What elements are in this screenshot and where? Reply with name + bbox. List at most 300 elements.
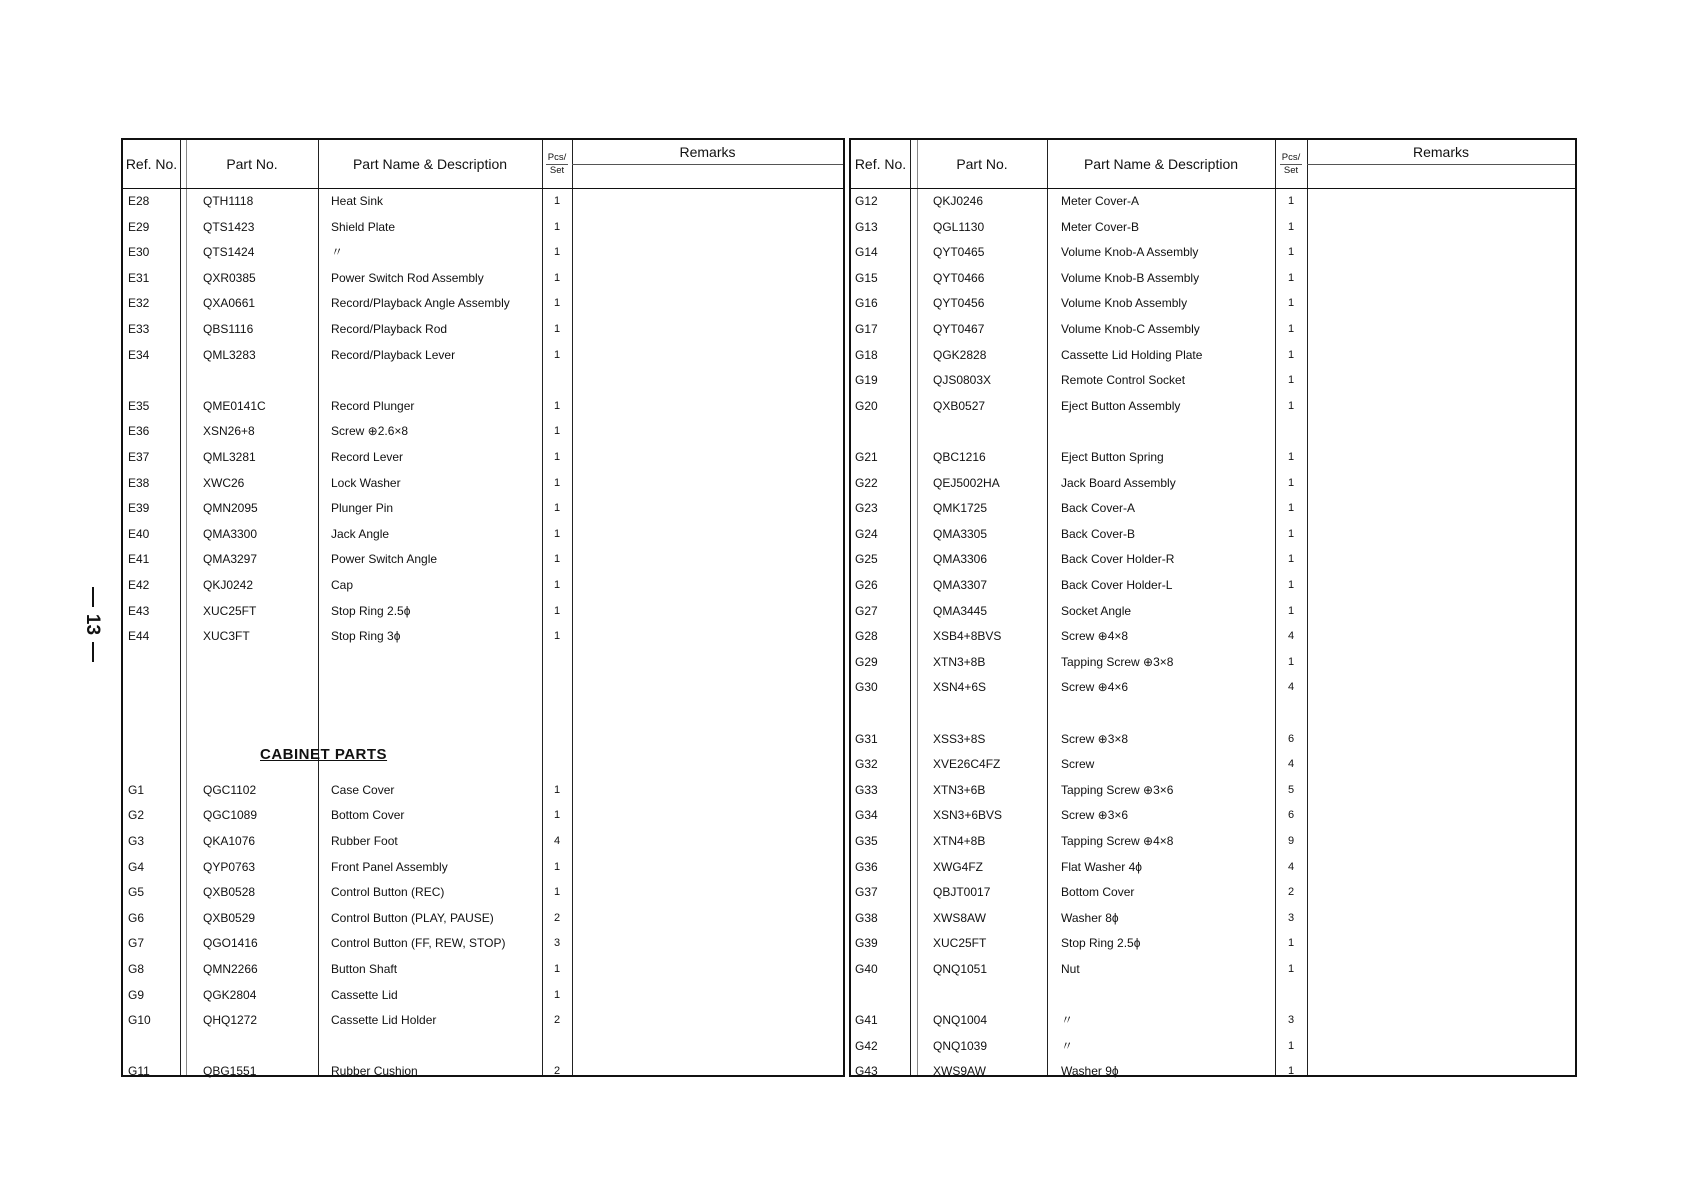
- part-no-cell: QBJT0017: [933, 885, 991, 900]
- part-name-cell: Bottom Cover: [1061, 885, 1135, 900]
- part-no-cell: QKJ0246: [933, 194, 984, 208]
- pcs-cell: 1: [553, 297, 561, 310]
- header-remarks: Remarks: [679, 144, 736, 160]
- part-no-cell: QBS1116: [203, 322, 254, 336]
- pcs-cell: 1: [553, 579, 561, 591]
- part-name-cell: Socket Angle: [1061, 603, 1132, 618]
- ref-no-cell: G32: [855, 757, 878, 772]
- ref-no-cell: E32: [128, 296, 150, 311]
- part-name-cell: Tapping Screw ⊕3×6: [1061, 782, 1174, 797]
- table-row: [123, 907, 843, 929]
- ref-no-cell: E41: [128, 552, 150, 567]
- pcs-cell: 1: [1287, 553, 1295, 566]
- ref-no-cell: E39: [128, 501, 150, 516]
- pcs-cell: 1: [553, 425, 561, 438]
- table-row: [851, 497, 1575, 519]
- table-row: [851, 779, 1575, 801]
- part-name-cell: 〃: [1061, 1013, 1074, 1028]
- part-name-cell: Volume Knob Assembly: [1061, 296, 1188, 311]
- pcs-cell: 4: [1287, 758, 1295, 771]
- table-row: [123, 216, 843, 238]
- table-row: [851, 292, 1575, 314]
- part-name-cell: Washer 9ϕ: [1061, 1064, 1119, 1079]
- part-no-cell: QMA3297: [203, 552, 258, 567]
- pcs-cell: 1: [553, 348, 561, 361]
- part-no-cell: QMN2266: [203, 962, 258, 976]
- parts-table-right: [849, 138, 1577, 1077]
- pcs-cell: 3: [1287, 1014, 1295, 1027]
- part-name-cell: Back Cover-B: [1061, 526, 1136, 541]
- pcs-cell: 1: [553, 553, 561, 566]
- ref-no-cell: E38: [128, 475, 150, 490]
- part-name-cell: Flat Washer 4ϕ: [1061, 859, 1142, 874]
- parts-table-left: [121, 138, 845, 1077]
- part-no-cell: XTN4+8B: [933, 834, 986, 848]
- header-rule: [123, 188, 843, 189]
- pcs-cell: 1: [1287, 1039, 1295, 1052]
- part-no-cell: QMA3300: [203, 526, 258, 541]
- pcs-cell: 1: [553, 399, 561, 412]
- part-no-cell: QBG1551: [203, 1064, 257, 1079]
- ref-no-cell: G13: [855, 219, 878, 234]
- part-no-cell: QGC1102: [203, 782, 257, 797]
- part-name-cell: Lock Washer: [331, 475, 401, 490]
- page-number: [78, 584, 108, 664]
- pcs-cell: 1: [553, 476, 561, 489]
- table-row: [123, 958, 843, 980]
- part-no-cell: QGL1130: [933, 219, 985, 234]
- pcs-cell: 4: [1287, 860, 1295, 873]
- ref-no-cell: G27: [855, 603, 878, 618]
- table-row: [123, 420, 843, 442]
- header-pcs-set: [1275, 144, 1307, 184]
- part-name-cell: Cassette Lid Holder: [331, 1013, 437, 1028]
- pcs-cell: 4: [1287, 630, 1295, 643]
- table-row: [123, 779, 843, 801]
- part-name-cell: Tapping Screw ⊕3×8: [1061, 654, 1174, 669]
- ref-no-cell: E36: [128, 424, 150, 439]
- header-set: Set: [1283, 164, 1299, 176]
- ref-no-cell: G12: [855, 194, 878, 208]
- part-no-cell: QGK2804: [203, 987, 257, 1002]
- table-row: [851, 574, 1575, 596]
- part-name-cell: Record Lever: [331, 450, 404, 464]
- pcs-cell: 1: [1287, 374, 1295, 387]
- table-row: [123, 1009, 843, 1031]
- table-row: [851, 804, 1575, 826]
- pcs-cell: 5: [1287, 783, 1295, 796]
- table-row: [123, 292, 843, 314]
- ref-no-cell: G8: [128, 962, 145, 976]
- ref-no-cell: G33: [855, 782, 878, 797]
- ref-no-cell: G19: [855, 373, 878, 388]
- table-row: [851, 881, 1575, 903]
- part-no-cell: XTN3+6B: [933, 782, 986, 797]
- ref-no-cell: G25: [855, 552, 878, 567]
- part-no-cell: QHQ1272: [203, 1013, 258, 1028]
- part-no-cell: QTH1118: [203, 194, 254, 208]
- table-row: [851, 932, 1575, 954]
- table-row: [851, 625, 1575, 647]
- part-no-cell: QKJ0242: [203, 578, 254, 592]
- part-no-cell: XSN26+8: [203, 424, 255, 439]
- page-number-text: 13: [82, 613, 104, 635]
- table-row: [851, 753, 1575, 775]
- part-name-cell: Stop Ring 2.5ϕ: [331, 603, 411, 618]
- table-row: [851, 472, 1575, 494]
- table-row: [851, 344, 1575, 366]
- pcs-cell: 1: [553, 220, 561, 233]
- page-number-dash-top: [92, 587, 94, 607]
- ref-no-cell: G9: [128, 987, 145, 1002]
- part-name-cell: Case Cover: [331, 782, 395, 797]
- ref-no-cell: G14: [855, 245, 878, 260]
- pcs-cell: 1: [1287, 655, 1295, 668]
- part-name-cell: Volume Knob-A Assembly: [1061, 245, 1199, 260]
- pcs-cell: 1: [1287, 527, 1295, 540]
- part-no-cell: QNQ1004: [933, 1013, 988, 1028]
- part-no-cell: QEJ5002HA: [933, 475, 1000, 490]
- table-row: [123, 881, 843, 903]
- header-pcs: Pcs/: [1281, 151, 1301, 163]
- table-row: [123, 267, 843, 289]
- part-name-cell: Cassette Lid Holding Plate: [1061, 347, 1203, 362]
- table-row: [123, 548, 843, 570]
- ref-no-cell: G15: [855, 270, 878, 285]
- pcs-cell: 1: [553, 502, 561, 515]
- pcs-cell: 1: [1287, 937, 1295, 950]
- part-name-cell: Remote Control Socket: [1061, 373, 1186, 388]
- ref-no-cell: G40: [855, 962, 878, 976]
- table-row: [123, 344, 843, 366]
- ref-no-cell: E40: [128, 526, 150, 541]
- ref-no-cell: E31: [128, 270, 150, 285]
- pcs-cell: 1: [553, 195, 561, 207]
- part-name-cell: Eject Button Assembly: [1061, 398, 1181, 413]
- pcs-cell: 3: [553, 937, 561, 950]
- table-row: [123, 804, 843, 826]
- pcs-cell: 1: [553, 783, 561, 796]
- part-no-cell: QBC1216: [933, 450, 986, 464]
- header-pcs: Pcs/: [547, 151, 567, 163]
- pcs-cell: 1: [553, 271, 561, 284]
- pcs-cell: 1: [1287, 399, 1295, 412]
- part-no-cell: QXB0527: [933, 398, 986, 413]
- ref-no-cell: G28: [855, 629, 878, 644]
- part-no-cell: XWS9AW: [933, 1064, 986, 1079]
- ref-no-cell: G23: [855, 501, 878, 516]
- pcs-cell: 1: [553, 860, 561, 873]
- part-name-cell: Tapping Screw ⊕4×8: [1061, 834, 1174, 848]
- part-name-cell: Record/Playback Rod: [331, 322, 448, 336]
- part-no-cell: QGO1416: [203, 936, 258, 951]
- table-row: [851, 216, 1575, 238]
- part-name-cell: Front Panel Assembly: [331, 859, 448, 874]
- ref-no-cell: E43: [128, 603, 150, 618]
- table-row: [851, 728, 1575, 750]
- table-row: [851, 676, 1575, 698]
- pcs-cell: 1: [1287, 502, 1295, 515]
- ref-no-cell: G38: [855, 910, 878, 925]
- ref-no-cell: G42: [855, 1038, 878, 1053]
- part-name-cell: Washer 8ϕ: [1061, 910, 1119, 925]
- table-row: [123, 472, 843, 494]
- ref-no-cell: G5: [128, 885, 145, 900]
- header-rule: [851, 188, 1575, 189]
- part-name-cell: Plunger Pin: [331, 501, 394, 516]
- table-row: [851, 958, 1575, 980]
- header-part-no: Part No.: [956, 156, 1008, 172]
- part-no-cell: QMK1725: [933, 501, 988, 516]
- part-no-cell: QXB0528: [203, 885, 256, 900]
- pcs-cell: 2: [553, 1065, 561, 1078]
- part-no-cell: QGK2828: [933, 347, 987, 362]
- part-no-cell: QXB0529: [203, 910, 256, 925]
- pcs-cell: 1: [1287, 451, 1295, 463]
- part-no-cell: XSN3+6BVS: [933, 808, 1003, 823]
- part-no-cell: XSS3+8S: [933, 731, 986, 746]
- table-row: [123, 856, 843, 878]
- part-no-cell: XUC3FT: [203, 629, 250, 644]
- pcs-cell: 1: [553, 809, 561, 822]
- ref-no-cell: G26: [855, 578, 878, 592]
- ref-no-cell: E44: [128, 629, 150, 644]
- table-row: [123, 574, 843, 596]
- table-row: [123, 395, 843, 417]
- ref-no-cell: G39: [855, 936, 878, 951]
- table-row: [851, 241, 1575, 263]
- part-no-cell: XWC26: [203, 475, 245, 490]
- header-set: Set: [549, 164, 565, 176]
- part-no-cell: QML3281: [203, 450, 256, 464]
- part-name-cell: Meter Cover-B: [1061, 219, 1140, 234]
- table-row: [851, 1035, 1575, 1057]
- pcs-cell: 1: [553, 323, 561, 335]
- ref-no-cell: G37: [855, 885, 878, 900]
- table-row: [123, 190, 843, 212]
- pcs-cell: 1: [1287, 220, 1295, 233]
- table-row: [851, 548, 1575, 570]
- part-name-cell: Record/Playback Angle Assembly: [331, 296, 510, 311]
- part-no-cell: QXR0385: [203, 270, 256, 285]
- part-name-cell: 〃: [331, 245, 344, 260]
- part-name-cell: Screw ⊕3×8: [1061, 731, 1129, 746]
- part-no-cell: QMA3307: [933, 578, 988, 592]
- part-name-cell: Heat Sink: [331, 194, 384, 208]
- ref-no-cell: E30: [128, 245, 150, 260]
- pcs-cell: 1: [553, 604, 561, 617]
- part-no-cell: QXA0661: [203, 296, 256, 311]
- part-no-cell: QMA3305: [933, 526, 988, 541]
- part-name-cell: Stop Ring 3ϕ: [331, 629, 401, 644]
- part-name-cell: Screw ⊕3×6: [1061, 808, 1129, 823]
- ref-no-cell: G3: [128, 834, 145, 848]
- part-no-cell: XTN3+8B: [933, 654, 986, 669]
- part-name-cell: Control Button (REC): [331, 885, 445, 900]
- part-name-cell: Stop Ring 2.5ϕ: [1061, 936, 1141, 951]
- pcs-cell: 1: [553, 886, 561, 899]
- pcs-cell: 4: [1287, 681, 1295, 694]
- table-row: [851, 856, 1575, 878]
- pcs-cell: 1: [1287, 195, 1295, 207]
- remarks-subrule: [572, 164, 843, 165]
- table-row: [123, 600, 843, 622]
- ref-no-cell: G1: [128, 782, 145, 797]
- part-name-cell: Bottom Cover: [331, 808, 405, 823]
- part-no-cell: XSN4+6S: [933, 680, 987, 695]
- table-row: [123, 523, 843, 545]
- part-no-cell: QML3283: [203, 347, 256, 362]
- table-row: [851, 190, 1575, 212]
- part-no-cell: QYT0466: [933, 270, 985, 285]
- ref-no-cell: G34: [855, 808, 878, 823]
- part-name-cell: Button Shaft: [331, 962, 398, 976]
- ref-no-cell: G21: [855, 450, 878, 464]
- ref-no-cell: G20: [855, 398, 878, 413]
- pcs-cell: 1: [1287, 297, 1295, 310]
- table-row: [123, 984, 843, 1006]
- pcs-cell: 1: [553, 451, 561, 463]
- table-row: [123, 318, 843, 340]
- table-row: [123, 241, 843, 263]
- ref-no-cell: G2: [128, 808, 145, 823]
- table-row: [123, 830, 843, 852]
- table-row: [851, 600, 1575, 622]
- pcs-cell: 1: [1287, 476, 1295, 489]
- pcs-cell: 9: [1287, 835, 1295, 847]
- pcs-cell: 1: [1287, 1065, 1295, 1078]
- ref-no-cell: E29: [128, 219, 150, 234]
- ref-no-cell: E34: [128, 347, 150, 362]
- ref-no-cell: G7: [128, 936, 145, 951]
- table-row: [851, 395, 1575, 417]
- part-name-cell: Jack Angle: [331, 526, 390, 541]
- pcs-cell: 2: [553, 911, 561, 924]
- pcs-cell: 1: [1287, 963, 1295, 975]
- part-name-cell: Back Cover Holder-L: [1061, 578, 1173, 592]
- header-part-name: Part Name & Description: [1083, 156, 1239, 172]
- part-no-cell: XVE26C4FZ: [933, 757, 1001, 772]
- part-no-cell: QYP0763: [203, 859, 256, 874]
- part-name-cell: Screw ⊕2.6×8: [331, 424, 409, 439]
- ref-no-cell: G24: [855, 526, 878, 541]
- part-name-cell: Screw ⊕4×8: [1061, 629, 1129, 644]
- table-row: [851, 651, 1575, 673]
- header-ref-no: Ref. No.: [854, 156, 907, 172]
- part-no-cell: QMN2095: [203, 501, 258, 516]
- pcs-cell: 1: [553, 246, 561, 259]
- part-name-cell: Power Switch Rod Assembly: [331, 270, 484, 285]
- part-no-cell: QYT0467: [933, 322, 985, 336]
- table-row: [851, 1009, 1575, 1031]
- part-name-cell: Eject Button Spring: [1061, 450, 1164, 464]
- part-no-cell: QMA3306: [933, 552, 988, 567]
- ref-no-cell: G17: [855, 322, 878, 336]
- part-no-cell: XUC25FT: [933, 936, 987, 951]
- pcs-cell: 2: [1287, 886, 1295, 899]
- pcs-cell: 2: [553, 1014, 561, 1027]
- header-remarks: Remarks: [1412, 144, 1469, 160]
- header-part-name: Part Name & Description: [352, 156, 508, 172]
- part-name-cell: Control Button (FF, REW, STOP): [331, 936, 506, 951]
- pcs-cell: 1: [1287, 246, 1295, 259]
- part-name-cell: Record/Playback Lever: [331, 347, 456, 362]
- part-no-cell: QTS1424: [203, 245, 255, 260]
- part-name-cell: Screw: [1061, 757, 1095, 772]
- ref-no-cell: G16: [855, 296, 878, 311]
- part-name-cell: Power Switch Angle: [331, 552, 438, 567]
- part-no-cell: QME0141C: [203, 398, 266, 413]
- table-row: [123, 446, 843, 468]
- ref-no-cell: G11: [128, 1064, 150, 1079]
- table-row: [851, 318, 1575, 340]
- pcs-cell: 1: [553, 988, 561, 1001]
- table-row: [851, 1060, 1575, 1082]
- ref-no-cell: G29: [855, 654, 878, 669]
- pcs-cell: 1: [1287, 323, 1295, 335]
- ref-no-cell: G22: [855, 475, 878, 490]
- pcs-cell: 1: [553, 963, 561, 975]
- ref-no-cell: G43: [855, 1064, 878, 1079]
- pcs-cell: 6: [1287, 732, 1295, 745]
- table-row: [851, 369, 1575, 391]
- pcs-cell: 3: [1287, 911, 1295, 924]
- ref-no-cell: G36: [855, 859, 878, 874]
- part-name-cell: Record Plunger: [331, 398, 415, 413]
- ref-no-cell: E42: [128, 578, 150, 592]
- part-name-cell: 〃: [1061, 1038, 1074, 1053]
- table-row: [123, 625, 843, 647]
- part-name-cell: Rubber Foot: [331, 834, 398, 848]
- part-name-cell: Cassette Lid: [331, 987, 398, 1002]
- table-row: [123, 497, 843, 519]
- part-name-cell: Volume Knob-B Assembly: [1061, 270, 1200, 285]
- ref-no-cell: G30: [855, 680, 878, 695]
- part-no-cell: XWS8AW: [933, 910, 986, 925]
- pcs-cell: 1: [1287, 271, 1295, 284]
- part-no-cell: QJS0803X: [933, 373, 992, 388]
- ref-no-cell: G4: [128, 859, 145, 874]
- header-part-no: Part No.: [226, 156, 278, 172]
- part-name-cell: Back Cover-A: [1061, 501, 1136, 516]
- ref-no-cell: G41: [855, 1013, 878, 1028]
- ref-no-cell: G31: [855, 731, 878, 746]
- part-no-cell: XWG4FZ: [933, 859, 983, 874]
- part-no-cell: QNQ1039: [933, 1038, 988, 1053]
- section-title-cabinet-parts: CABINET PARTS: [260, 746, 388, 763]
- part-no-cell: QNQ1051: [933, 962, 988, 976]
- pcs-cell: 4: [553, 835, 561, 847]
- part-name-cell: Meter Cover-A: [1061, 194, 1140, 208]
- pcs-cell: 1: [553, 630, 561, 643]
- table-row: [851, 267, 1575, 289]
- pcs-cell: 1: [1287, 348, 1295, 361]
- ref-no-cell: E28: [128, 194, 150, 208]
- ref-no-cell: G6: [128, 910, 145, 925]
- pcs-cell: 1: [1287, 604, 1295, 617]
- part-name-cell: Cap: [331, 578, 354, 592]
- part-no-cell: QYT0465: [933, 245, 985, 260]
- part-name-cell: Control Button (PLAY, PAUSE): [331, 910, 494, 925]
- pcs-cell: 6: [1287, 809, 1295, 822]
- part-name-cell: Screw ⊕4×6: [1061, 680, 1129, 695]
- ref-no-cell: E37: [128, 450, 150, 464]
- page-number-dash-bottom: [92, 642, 94, 662]
- part-no-cell: QKA1076: [203, 834, 256, 848]
- part-no-cell: XUC25FT: [203, 603, 257, 618]
- table-row: [851, 446, 1575, 468]
- ref-no-cell: E33: [128, 322, 150, 336]
